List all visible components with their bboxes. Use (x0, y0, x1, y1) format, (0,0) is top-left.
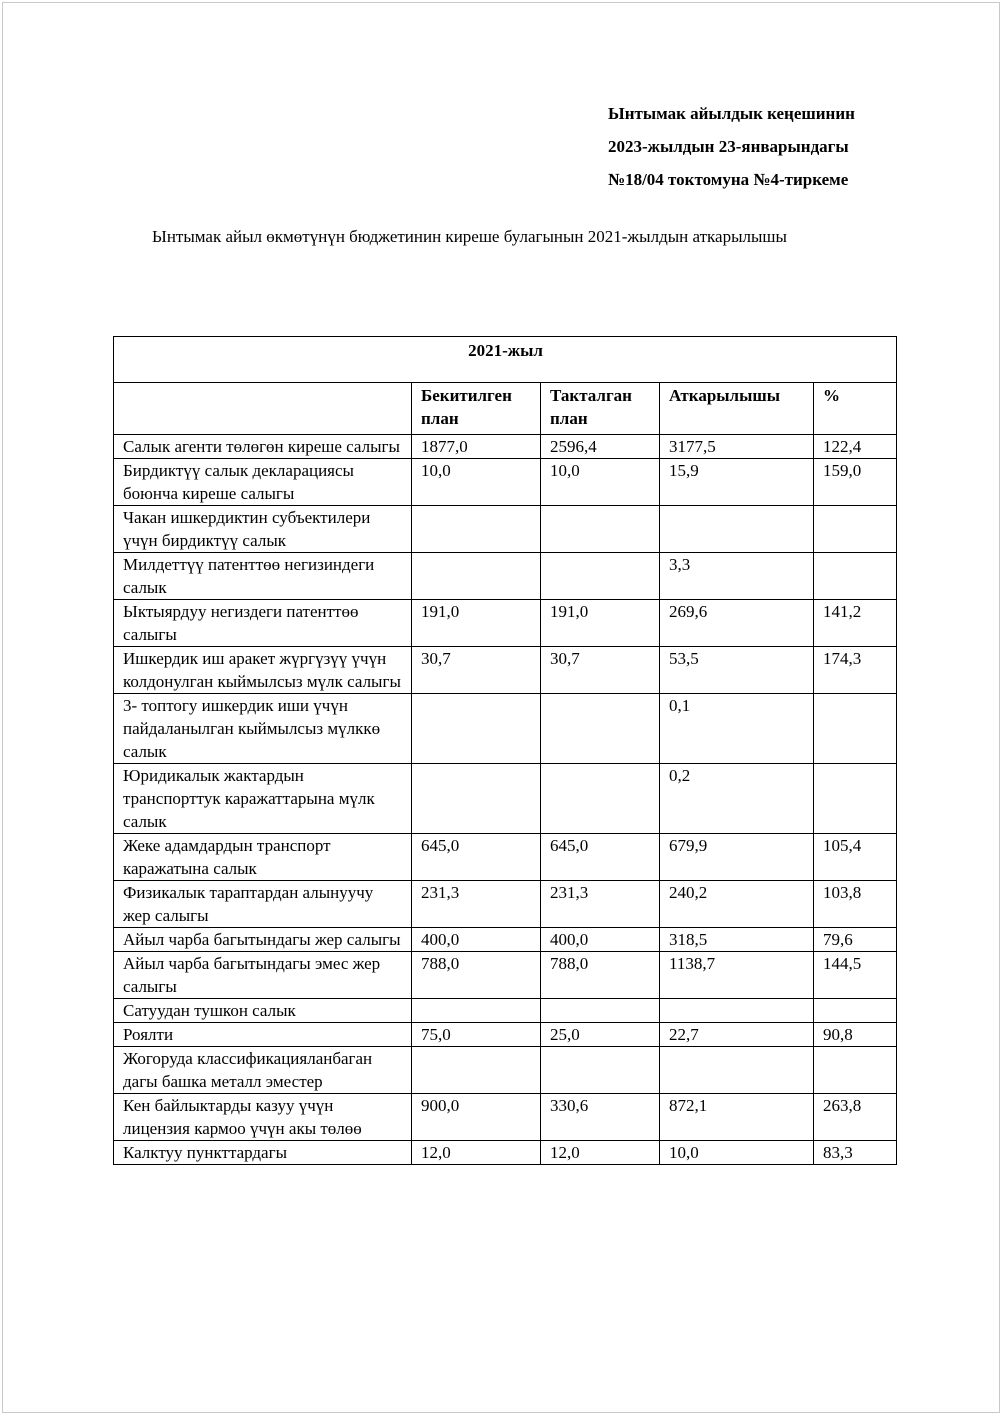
adjusted-plan-cell: 645,0 (541, 834, 660, 881)
table-row (114, 999, 897, 1023)
row-label-cell: Ишкердик иш аракет жүргүзүү үчүн колдонулган кыймылсыз мүлк салыгы (114, 647, 412, 694)
adjusted-plan-cell: 12,0 (541, 1141, 660, 1165)
table-row (114, 1023, 897, 1047)
row-label-cell: Ыктыярдуу негиздеги патенттөө салыгы (114, 600, 412, 647)
approved-plan-cell (412, 764, 541, 834)
adjusted-plan-cell: 10,0 (541, 459, 660, 506)
percent-cell: 141,2 (814, 600, 897, 647)
percent-cell: 159,0 (814, 459, 897, 506)
percent-cell: 105,4 (814, 834, 897, 881)
header-cell-percent: % (814, 383, 897, 435)
approved-plan-cell: 231,3 (412, 881, 541, 928)
row-label-cell: Калктуу пункттардагы (114, 1141, 412, 1165)
execution-cell: 0,2 (660, 764, 814, 834)
header-line-3: №18/04 токтомуна №4-тиркеме (608, 170, 849, 189)
adjusted-plan-cell: 191,0 (541, 600, 660, 647)
row-label-cell: Бирдиктүү салык декларациясы боюнча киреше салыгы (114, 459, 412, 506)
adjusted-plan-cell: 30,7 (541, 647, 660, 694)
execution-cell (660, 1047, 814, 1094)
table-row (114, 1141, 897, 1165)
table-row (114, 647, 897, 694)
percent-cell (814, 999, 897, 1023)
approved-plan-cell: 788,0 (412, 952, 541, 999)
approved-plan-cell: 30,7 (412, 647, 541, 694)
row-label-cell: Айыл чарба багытындагы эмес жер салыгы (114, 952, 412, 999)
percent-cell: 122,4 (814, 435, 897, 459)
row-label-cell: Жогоруда классификацияланбаган дагы башка металл эместер (114, 1047, 412, 1094)
header-cell-execution: Аткарылышы (660, 383, 814, 435)
header-cell-name (114, 383, 412, 435)
row-label-cell: Айыл чарба багытындагы жер салыгы (114, 928, 412, 952)
execution-cell: 1138,7 (660, 952, 814, 999)
row-label-cell: 3- топтогу ишкердик иши үчүн пайдаланылган кыймылсыз мүлккө салык (114, 694, 412, 764)
year-cell: 2021-жыл (114, 337, 897, 383)
adjusted-plan-cell: 788,0 (541, 952, 660, 999)
table-row (114, 553, 897, 600)
percent-cell: 83,3 (814, 1141, 897, 1165)
table-row (114, 600, 897, 647)
header-cell-approved-plan: Бекитилген план (412, 383, 541, 435)
percent-cell (814, 1047, 897, 1094)
adjusted-plan-cell (541, 553, 660, 600)
execution-cell: 679,9 (660, 834, 814, 881)
table-row (114, 1094, 897, 1141)
adjusted-plan-cell: 2596,4 (541, 435, 660, 459)
row-label-cell: Салык агенти төлөгөн киреше салыгы (114, 435, 412, 459)
percent-cell: 174,3 (814, 647, 897, 694)
execution-cell (660, 999, 814, 1023)
approved-plan-cell (412, 694, 541, 764)
header-line-2: 2023-жылдын 23-январындагы (608, 137, 849, 156)
approved-plan-cell (412, 999, 541, 1023)
header-line-1: Ынтымак айылдык кеңешинин (608, 104, 855, 123)
percent-cell: 79,6 (814, 928, 897, 952)
execution-cell (660, 506, 814, 553)
budget-table (113, 336, 897, 1165)
approved-plan-cell (412, 506, 541, 553)
row-label-cell: Физикалык тараптардан алынуучу жер салыгы (114, 881, 412, 928)
percent-cell: 263,8 (814, 1094, 897, 1141)
row-label-cell: Кен байлыктарды казуу үчүн лицензия кармоо үчүн акы төлөө (114, 1094, 412, 1141)
execution-cell: 15,9 (660, 459, 814, 506)
adjusted-plan-cell: 25,0 (541, 1023, 660, 1047)
row-label-cell: Жеке адамдардын транспорт каражатына салык (114, 834, 412, 881)
document-title: Ынтымак айыл өкмөтүнүн бюджетинин киреше булагынын 2021-жылдын аткарылышы (152, 227, 787, 246)
approved-plan-cell: 900,0 (412, 1094, 541, 1141)
table-row (114, 459, 897, 506)
column-header-row (114, 383, 897, 435)
approved-plan-cell (412, 1047, 541, 1094)
adjusted-plan-cell (541, 999, 660, 1023)
percent-cell: 144,5 (814, 952, 897, 999)
table-row (114, 694, 897, 764)
percent-cell: 103,8 (814, 881, 897, 928)
table-row (114, 834, 897, 881)
execution-cell: 0,1 (660, 694, 814, 764)
execution-cell: 3177,5 (660, 435, 814, 459)
table-row (114, 1047, 897, 1094)
year-header-row (114, 337, 897, 383)
header-cell-adjusted-plan: Такталган план (541, 383, 660, 435)
percent-cell (814, 694, 897, 764)
execution-cell: 10,0 (660, 1141, 814, 1165)
adjusted-plan-cell (541, 1047, 660, 1094)
adjusted-plan-cell (541, 694, 660, 764)
approved-plan-cell: 75,0 (412, 1023, 541, 1047)
approved-plan-cell: 10,0 (412, 459, 541, 506)
approved-plan-cell: 1877,0 (412, 435, 541, 459)
approved-plan-cell: 191,0 (412, 600, 541, 647)
adjusted-plan-cell (541, 764, 660, 834)
execution-cell: 269,6 (660, 600, 814, 647)
execution-cell: 22,7 (660, 1023, 814, 1047)
percent-cell: 90,8 (814, 1023, 897, 1047)
execution-cell: 53,5 (660, 647, 814, 694)
percent-cell (814, 506, 897, 553)
approved-plan-cell (412, 553, 541, 600)
execution-cell: 3,3 (660, 553, 814, 600)
row-label-cell: Юридикалык жактардын транспорттук каражаттарына мүлк салык (114, 764, 412, 834)
adjusted-plan-cell: 330,6 (541, 1094, 660, 1141)
table-row (114, 764, 897, 834)
row-label-cell: Роялти (114, 1023, 412, 1047)
execution-cell: 240,2 (660, 881, 814, 928)
appendix-header (608, 97, 855, 196)
execution-cell: 318,5 (660, 928, 814, 952)
adjusted-plan-cell (541, 506, 660, 553)
row-label-cell: Милдеттүү патенттөө негизиндеги салык (114, 553, 412, 600)
table-row (114, 928, 897, 952)
row-label-cell: Чакан ишкердиктин субъектилери үчүн бирдиктүү салык (114, 506, 412, 553)
adjusted-plan-cell: 400,0 (541, 928, 660, 952)
row-label-cell: Сатуудан тушкон салык (114, 999, 412, 1023)
table-row (114, 506, 897, 553)
approved-plan-cell: 400,0 (412, 928, 541, 952)
table-row (114, 435, 897, 459)
approved-plan-cell: 12,0 (412, 1141, 541, 1165)
approved-plan-cell: 645,0 (412, 834, 541, 881)
percent-cell (814, 553, 897, 600)
execution-cell: 872,1 (660, 1094, 814, 1141)
table-row (114, 881, 897, 928)
adjusted-plan-cell: 231,3 (541, 881, 660, 928)
table-row (114, 952, 897, 999)
percent-cell (814, 764, 897, 834)
